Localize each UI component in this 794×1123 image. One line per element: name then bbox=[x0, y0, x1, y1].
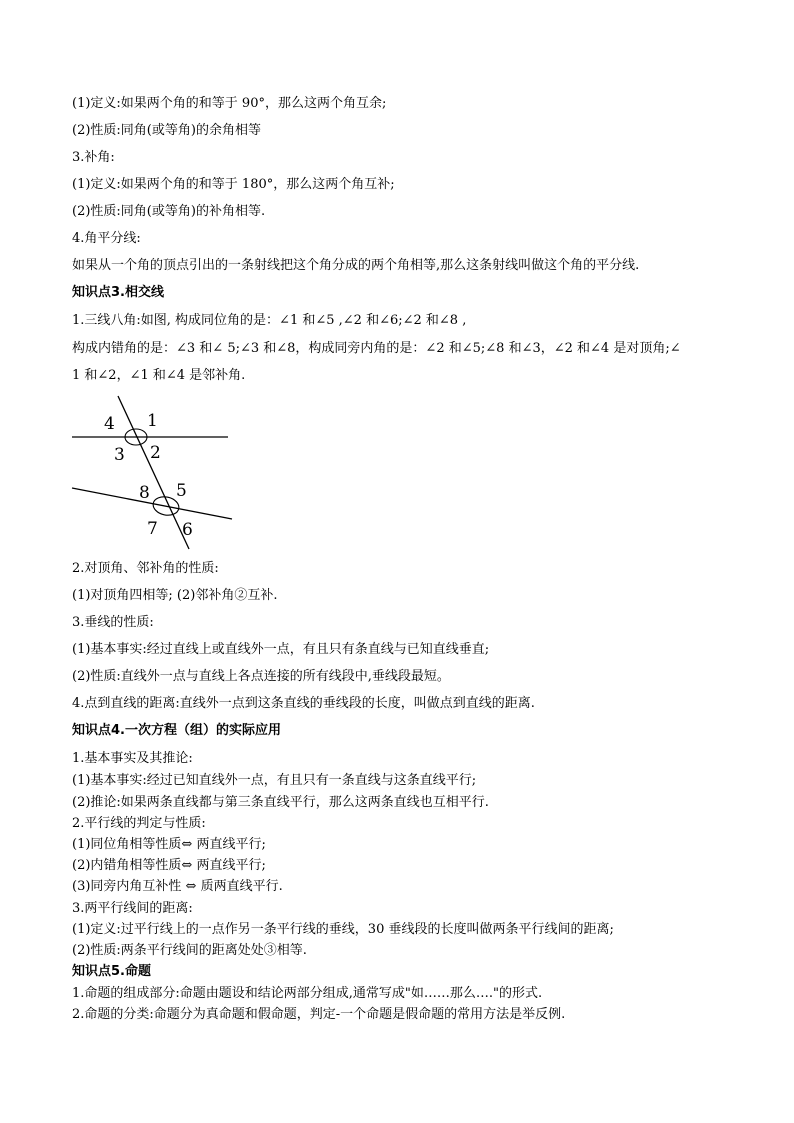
line-3: 3.补角: bbox=[72, 150, 115, 165]
line-26: 3.两平行线间的距离: bbox=[72, 901, 193, 916]
line-21: (2)推论:如果两条直线都与第三条直线平行，那么这两条直线也互相平行. bbox=[72, 795, 489, 810]
section-heading-3: 知识点3.相交线 bbox=[72, 285, 164, 300]
line-24: (2)内错角相等性质⇔ 两直线平行; bbox=[72, 858, 266, 873]
angle-label-4: 4 bbox=[104, 414, 115, 434]
line-22: 2.平行线的判定与性质: bbox=[72, 816, 206, 831]
line-9: 1.三线八角:如图, 构成同位角的是：∠1 和∠5 ,∠2 和∠6;∠2 和∠8 , bbox=[72, 313, 467, 328]
line-28: (2)性质:两条平行线间的距离处处③相等. bbox=[72, 943, 307, 958]
line-20: (1)基本事实:经过已知直线外一点，有且只有一条直线与这条直线平行; bbox=[72, 773, 477, 788]
line-30: 1.命题的组成部分:命题由题设和结论两部分组成,通常写成"如……那么…."的形式. bbox=[72, 986, 543, 1001]
line-1: (1)定义:如果两个角的和等于 90°，那么这两个角互余; bbox=[72, 96, 387, 111]
line-12: 2.对顶角、邻补角的性质: bbox=[72, 561, 219, 576]
three-lines-eight-angles-figure bbox=[60, 395, 250, 555]
angle-label-2: 2 bbox=[150, 443, 161, 463]
line-25: (3)同旁内角互补性 ⇔ 质两直线平行. bbox=[72, 879, 283, 894]
line-14: 3.垂线的性质: bbox=[72, 615, 154, 630]
line-4: (1)定义:如果两个角的和等于 180°，那么这两个角互补; bbox=[72, 177, 395, 192]
angle-label-3: 3 bbox=[114, 445, 125, 465]
line-b bbox=[72, 488, 232, 519]
line-2: (2)性质:同角(或等角)的余角相等 bbox=[72, 123, 261, 138]
angle-label-8: 8 bbox=[139, 483, 150, 503]
line-27: (1)定义:过平行线上的一点作另一条平行线的垂线，30 垂线段的长度叫做两条平行线间的距离; bbox=[72, 922, 614, 937]
line-10: 构成内错角的是：∠3 和∠ 5;∠3 和∠8，构成同旁内角的是：∠2 和∠5;∠8 和∠3，∠2 和∠4 是对顶角;∠ bbox=[72, 341, 681, 356]
line-23: (1)同位角相等性质⇔ 两直线平行; bbox=[72, 837, 266, 852]
line-13: (1)对顶角四相等; (2)邻补角②互补. bbox=[72, 588, 278, 603]
angle-label-7: 7 bbox=[147, 519, 158, 539]
line-31: 2.命题的分类:命题分为真命题和假命题，判定-一个命题是假命题的常用方法是举反例. bbox=[72, 1007, 566, 1022]
line-15: (1)基本事实:经过直线上或直线外一点，有且只有条直线与已知直线垂直; bbox=[72, 642, 490, 657]
line-11: 1 和∠2，∠1 和∠4 是邻补角. bbox=[72, 368, 246, 383]
line-16: (2)性质:直线外一点与直线上各点连接的所有线段中,垂线段最短。 bbox=[72, 669, 450, 684]
angle-label-5: 5 bbox=[176, 481, 187, 501]
line-6: 4.角平分线: bbox=[72, 231, 141, 246]
angle-label-6: 6 bbox=[182, 520, 193, 540]
line-19: 1.基本事实及其推论: bbox=[72, 751, 193, 766]
line-7: 如果从一个角的顶点引出的一条射线把这个角分成的两个角相等,那么这条射线叫做这个角的平分线. bbox=[72, 258, 640, 273]
angle-label-1: 1 bbox=[147, 411, 158, 431]
line-17: 4.点到直线的距离:直线外一点到这条直线的垂线段的长度，叫做点到直线的距离. bbox=[72, 696, 535, 711]
section-heading-4: 知识点4.一次方程（组）的实际应用 bbox=[72, 723, 281, 738]
section-heading-5: 知识点5.命题 bbox=[72, 964, 151, 979]
line-5: (2)性质:同角(或等角)的补角相等. bbox=[72, 204, 266, 219]
